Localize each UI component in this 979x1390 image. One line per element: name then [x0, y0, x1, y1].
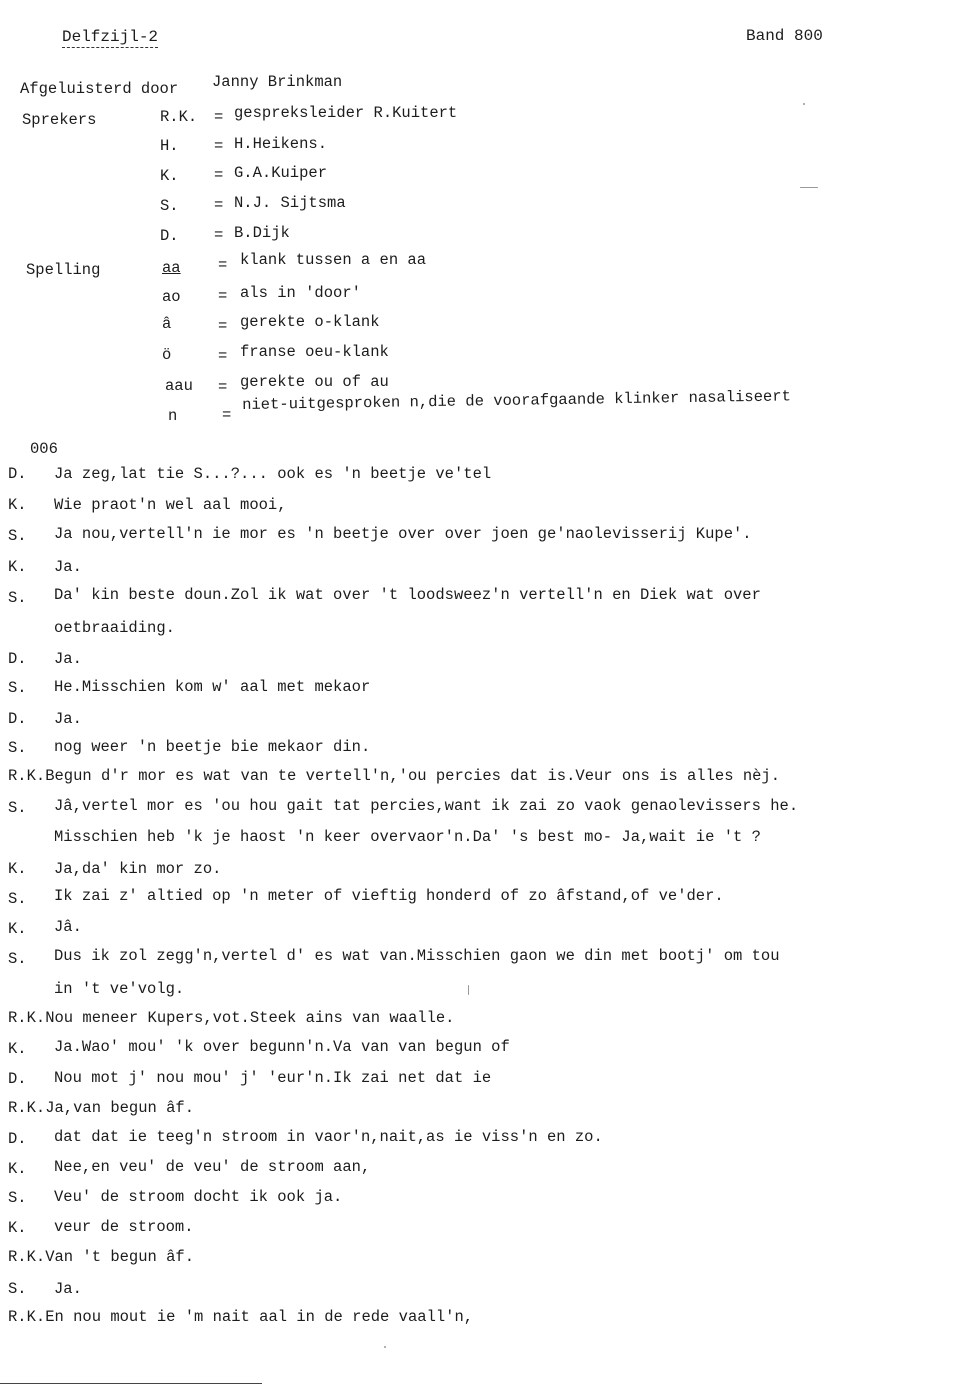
transcript-text: Ja,da' kin mor zo.	[54, 860, 222, 878]
speaker-name: N.J. Sijtsma	[234, 194, 346, 212]
speaker-code: K.	[160, 167, 179, 185]
transcript-text: Wie praot'n wel aal mooi,	[54, 496, 287, 514]
transcript-text: Ja zeg,lat tie S...?... ook es 'n beetje ve'tel	[54, 465, 492, 483]
transcript-speaker: S.	[8, 950, 27, 968]
transcript-text: Ja.	[54, 1280, 82, 1298]
spelling-eq: =	[218, 317, 228, 335]
transcript-text: R.K.Ja,van begun âf.	[8, 1099, 195, 1117]
transcript-text: Veu' de stroom docht ik ook ja.	[54, 1188, 343, 1206]
transcript-text: Ja.	[54, 558, 82, 576]
transcript-text: oetbraaiding.	[54, 619, 175, 637]
speaker-name: H.Heikens.	[234, 135, 328, 153]
transcript-speaker: D.	[8, 1070, 27, 1088]
speaker-eq: =	[214, 196, 224, 214]
transcript-text: Ja.Wao' mou' 'k over begunn'n.Va van van begun of	[54, 1038, 510, 1056]
transcript-text: R.K.Van 't begun âf.	[8, 1248, 195, 1266]
transcript-text: Ja.	[54, 650, 82, 668]
transcript-text: Misschien heb 'k je haost 'n keer overvaor'n.Da' 's best mo- Ja,wait ie 't ?	[54, 828, 761, 846]
transcript-speaker: D.	[8, 710, 27, 728]
transcript-text: Ik zai z' altied op 'n meter of vieftig honderd of zo âfstand,of ve'der.	[54, 887, 724, 905]
transcript-speaker: K.	[8, 1219, 27, 1237]
transcript-speaker: K.	[8, 920, 27, 938]
listened-label: Afgeluisterd door	[20, 80, 179, 98]
transcript-text: He.Misschien kom w' aal met mekaor	[54, 678, 371, 696]
transcript-speaker: K.	[8, 496, 27, 514]
spelling-eq: =	[222, 406, 232, 424]
transcript-text: Jâ.	[54, 918, 82, 936]
spelling-desc: franse oeu-klank	[240, 343, 389, 361]
spelling-eq: =	[218, 287, 228, 305]
location-text: Delfzijl-2	[62, 28, 159, 46]
transcript-speaker: S.	[8, 890, 27, 908]
transcript-speaker: S.	[8, 589, 27, 607]
speakers-label: Sprekers	[22, 111, 97, 129]
transcript-text: Jâ,vertel mor es 'ou hou gait tat percies,want ik zai zo vaok genaolevissers he.	[54, 797, 799, 815]
document-location	[62, 28, 158, 46]
speaker-eq: =	[214, 226, 224, 244]
timecode: 006	[30, 440, 58, 458]
transcript-speaker: S.	[8, 679, 27, 697]
spelling-desc: als in 'door'	[240, 284, 361, 302]
band-number: Band 800	[746, 27, 823, 45]
scan-speck	[468, 985, 469, 995]
transcript-text: Da' kin beste doun.Zol ik wat over 't loodsweez'n vertell'n en Diek wat over	[54, 586, 761, 604]
spelling-label: Spelling	[26, 261, 101, 279]
transcript-text: Dus ik zol zegg'n,vertel d' es wat van.Misschien gaon we din met bootj' om tou	[54, 947, 780, 965]
transcript-text: dat dat ie teeg'n stroom in vaor'n,nait,as ie viss'n en zo.	[54, 1128, 603, 1146]
transcript-speaker: K.	[8, 1160, 27, 1178]
speaker-name: B.Dijk	[234, 224, 290, 242]
transcript-text: Nou mot j' nou mou' j' 'eur'n.Ik zai net dat ie	[54, 1069, 492, 1087]
transcript-text: in 't ve'volg.	[54, 980, 185, 998]
transcript-text: Nee,en veu' de veu' de stroom aan,	[54, 1158, 371, 1176]
speaker-code: D.	[160, 227, 179, 245]
transcript-speaker: D.	[8, 650, 27, 668]
transcript-text: Ja.	[54, 710, 82, 728]
speaker-eq: =	[214, 137, 224, 155]
spelling-symbol: n	[168, 407, 178, 425]
scan-speck	[803, 103, 805, 105]
spelling-symbol: aau	[165, 377, 193, 395]
spelling-eq: =	[218, 256, 228, 274]
transcript-speaker: K.	[8, 860, 27, 878]
transcript-text: nog weer 'n beetje bie mekaor din.	[54, 738, 371, 756]
listened-by-name: Janny Brinkman	[212, 73, 343, 91]
spelling-desc: niet-uitgesproken n,die de voorafgaande klinker nasaliseert	[242, 387, 792, 414]
scan-speck	[384, 1346, 386, 1348]
spelling-symbol: ao	[162, 288, 181, 306]
speaker-code: S.	[160, 197, 179, 215]
transcript-speaker: S.	[8, 527, 27, 545]
transcript-speaker: S.	[8, 739, 27, 757]
spelling-eq: =	[218, 347, 228, 365]
spelling-desc: gerekte o-klank	[240, 313, 380, 331]
transcript-speaker: S.	[8, 1189, 27, 1207]
transcript-speaker: D.	[8, 465, 27, 483]
transcript-text: R.K.Nou meneer Kupers,vot.Steek ains van waalle.	[8, 1009, 455, 1027]
transcript-speaker: D.	[8, 1130, 27, 1148]
transcript-text: R.K.En nou mout ie 'm nait aal in de rede vaall'n,	[8, 1308, 474, 1326]
scan-speck	[800, 187, 818, 188]
spelling-eq: =	[218, 378, 228, 396]
transcript-speaker: S.	[8, 799, 27, 817]
speaker-eq: =	[214, 108, 224, 126]
speaker-code: H.	[160, 137, 179, 155]
speaker-code: R.K.	[160, 108, 198, 126]
transcript-text: R.K.Begun d'r mor es wat van te vertell'n,'ou percies dat is.Veur ons is alles nèj.	[8, 767, 781, 785]
spelling-desc: gerekte ou of au	[240, 373, 389, 391]
speaker-eq: =	[214, 166, 224, 184]
spelling-desc: klank tussen a en aa	[240, 251, 427, 269]
spelling-symbol: ö	[162, 346, 172, 364]
transcript-speaker: S.	[8, 1280, 27, 1298]
speaker-name: gespreksleider R.Kuitert	[234, 104, 458, 122]
footnote-rule	[0, 1383, 262, 1384]
spelling-symbol: â	[162, 315, 172, 333]
transcript-text: veur de stroom.	[54, 1218, 194, 1236]
transcript-speaker: K.	[8, 1040, 27, 1058]
speaker-name: G.A.Kuiper	[234, 164, 328, 182]
transcript-speaker: K.	[8, 558, 27, 576]
transcript-text: Ja nou,vertell'n ie mor es 'n beetje over over joen ge'naolevisserij Kupe'.	[54, 525, 752, 543]
spelling-symbol: aa	[162, 259, 181, 277]
